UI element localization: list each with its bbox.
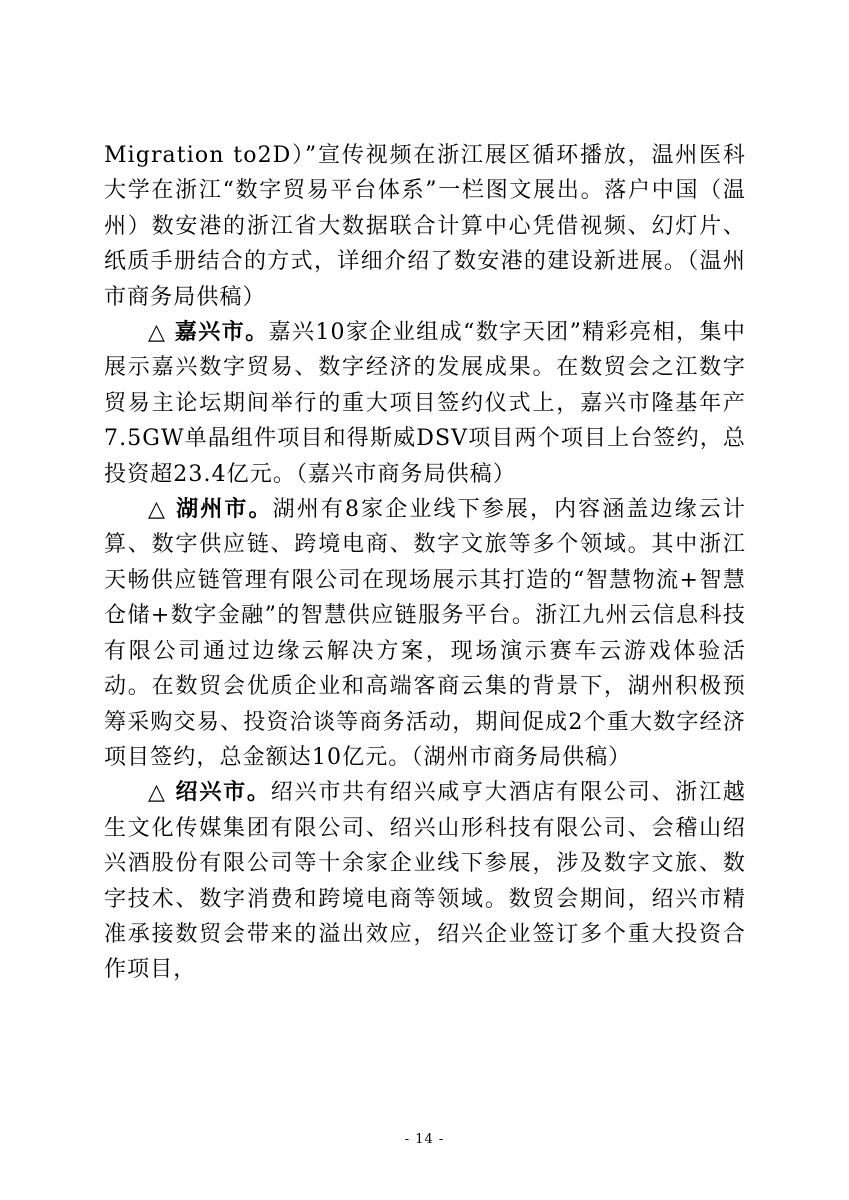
- paragraph-text: 湖州有8家企业线下参展，内容涵盖边缘云计算、数字供应链、跨境电商、数字文旅等多个领域。其中浙江天畅供应链管理有限公司在现场展示其打造的“智慧物流+智慧仓储+数字金融”的智慧供应链服务平台。浙江九州云信息科技有限公司通过边缘云解决方案，现场演示赛车云游戏体验活动。在数贸会优质企业和高端客商云集的背景下，湖州积极预筹采购交易、投资洽谈等商务活动，期间促成2个重大数字经济项目签约，总金额达10亿元。（湖州市商务局供稿）: [104, 497, 746, 770]
- paragraph-text: Migration to2D）”宣传视频在浙江展区循环播放，温州医科大学在浙江“数字贸易平台体系”一栏图文展出。落户中国（温州）数安港的浙江省大数据联合计算中心凭借视频、幻灯片、纸质手册结合的方式，详细介绍了数安港的建设新进展。（温州市商务局供稿）: [104, 143, 746, 310]
- body-text: [104, 138, 746, 988]
- triangle-bullet: △: [148, 320, 175, 346]
- city-heading: 湖州市。: [176, 496, 273, 523]
- paragraph-text: 嘉兴10家企业组成“数字天团”精彩亮相，集中展示嘉兴数字贸易、数字经济的发展成果。在数贸会之江数字贸易主论坛期间举行的重大项目签约仪式上，嘉兴市隆基年产7.5GW单晶组件项目和得斯威DSV项目两个项目上台签约，总投资超23.4亿元。（嘉兴市商务局供稿）: [104, 320, 746, 487]
- page-number: - 14 -: [404, 1132, 445, 1147]
- triangle-bullet: △: [148, 780, 176, 806]
- paragraph-wenzhou-continued: [104, 138, 746, 315]
- paragraph-text: 绍兴市共有绍兴咸亨大酒店有限公司、浙江越生文化传媒集团有限公司、绍兴山形科技有限公司、会稽山绍兴酒股份有限公司等十余家企业线下参展，涉及数字文旅、数字技术、数字消费和跨境电商等领域。数贸会期间，绍兴市精准承接数贸会带来的溢出效应，绍兴企业签订多个重大投资合作项目，: [104, 780, 746, 983]
- paragraph-shaoxing: [104, 775, 746, 987]
- city-heading: 绍兴市。: [175, 779, 271, 806]
- triangle-bullet: △: [148, 497, 177, 523]
- paragraph-huzhou: [104, 492, 746, 775]
- city-heading: 嘉兴市。: [174, 319, 269, 346]
- paragraph-jiaxing: [104, 315, 746, 492]
